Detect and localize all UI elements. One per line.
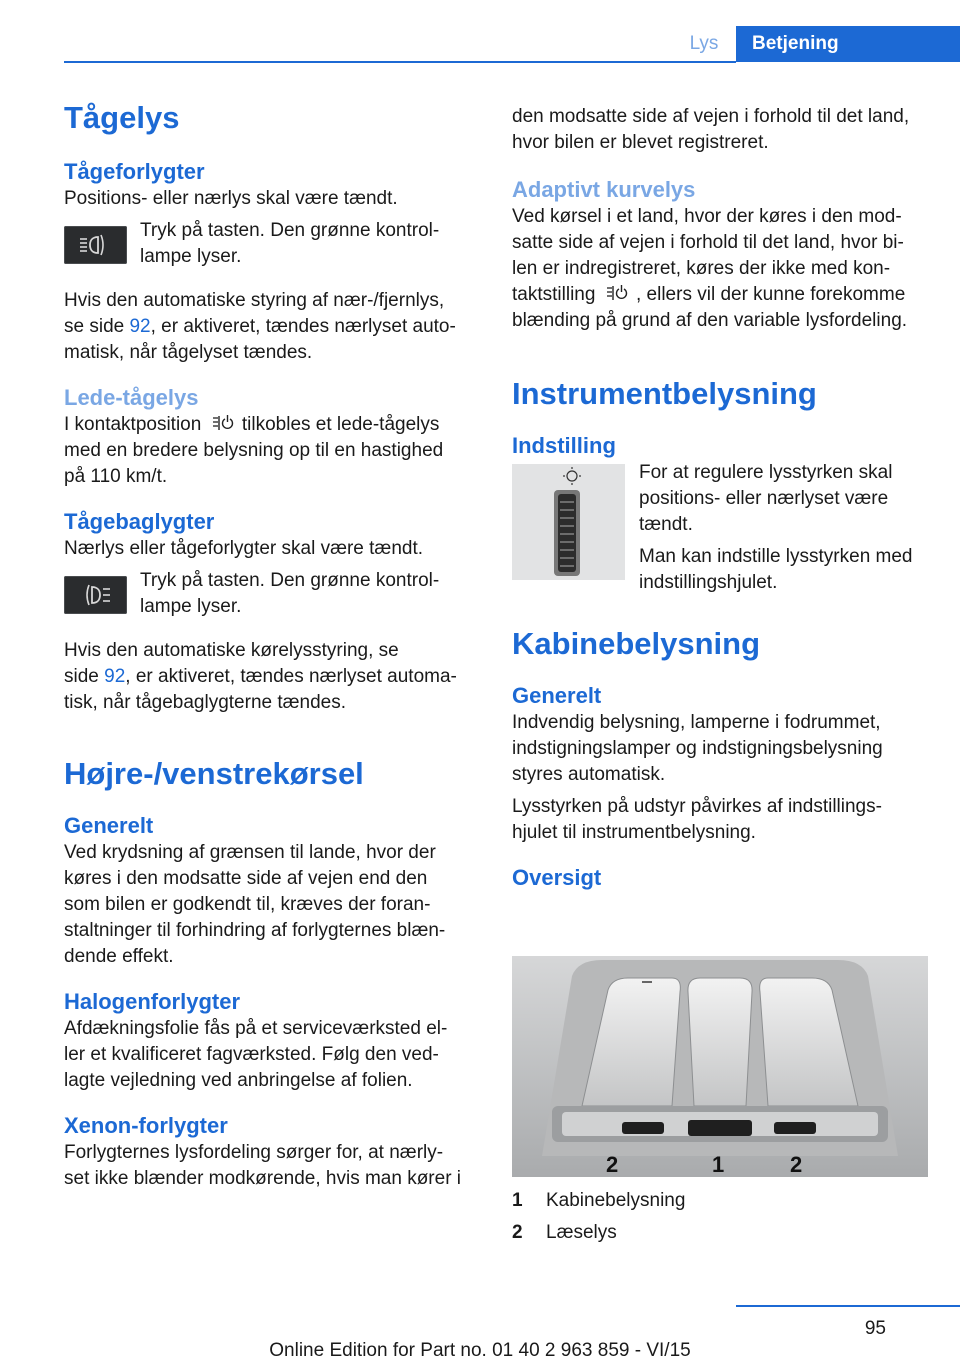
general-l2: køres i den modsatte side af vejen end den xyxy=(64,868,428,889)
xenon-l1: Forlygternes lysfordeling sørger for, at nærly- xyxy=(64,1142,444,1163)
instrument-block xyxy=(512,460,932,620)
callout-1: 1 xyxy=(712,1152,725,1177)
instrument-t3: tændt. xyxy=(639,514,693,535)
cabin-g2: indstigningslamper og indstigningsbelysning xyxy=(512,738,883,759)
page-link-92[interactable]: 92 xyxy=(129,316,151,337)
legend-num-1: 1 xyxy=(512,1190,523,1211)
legend-label-1: Kabinebelysning xyxy=(546,1190,686,1211)
fog-rear-btn-text-1: Tryk på tasten. Den grønne kontrol- xyxy=(140,570,440,591)
thumbwheel-image xyxy=(512,464,625,580)
section-title-lhd-rhd: Højre-/venstrekørsel xyxy=(64,756,364,791)
fog-rear-btn-text-2: lampe lyser. xyxy=(140,596,242,617)
fog-rear-auto-l1: Hvis den automatiske kørelysstyring, se xyxy=(64,640,399,661)
adaptive-l3: len er indregistreret, køres der ikke med kon- xyxy=(512,258,891,279)
halogen-l3: lagte vejledning ved anbringelse af folien. xyxy=(64,1070,413,1091)
ignition-position-icon xyxy=(601,283,631,303)
section-title-cabin: Kabinebelysning xyxy=(512,626,761,661)
figure-legend xyxy=(512,1190,932,1254)
figure-callouts xyxy=(512,1152,928,1177)
guide-l1: I kontaktposition tilkobles et lede-tågelys xyxy=(64,414,440,435)
xenon-cont-l2: hvor bilen er blevet registreret. xyxy=(512,132,769,153)
halogen-l1: Afdækningsfolie fås på et serviceværksted el- xyxy=(64,1018,448,1039)
instrument-t5: indstillingshjulet. xyxy=(639,572,778,593)
page-number: 95 xyxy=(864,1318,886,1339)
fog-rear-auto-l2: side 92, er aktiveret, tændes nærlyset automa- xyxy=(64,666,457,687)
page-link-92[interactable]: 92 xyxy=(104,666,126,687)
cabin-g1: Indvendig belysning, lamperne i fodrummet, xyxy=(512,712,881,733)
heading-xenon: Xenon-forlygter xyxy=(64,1113,228,1138)
fog-rear-button-row xyxy=(64,568,484,630)
cabin-g4: Lysstyrken på udstyr påvirkes af indstillings- xyxy=(512,796,882,817)
adaptive-l1: Ved kørsel i et land, hvor der køres i den mod- xyxy=(512,206,902,227)
fog-front-button-row xyxy=(64,218,484,280)
ignition-position-icon xyxy=(207,413,237,433)
fog-front-auto-l1: Hvis den automatiske styring af nær-/fjernlys, xyxy=(64,290,445,311)
section-title-fog: Tågelys xyxy=(64,100,180,135)
header-chapter-tab: Betjening xyxy=(736,26,960,62)
xenon-l2: set ikke blænder modkørende, hvis man kører i xyxy=(64,1168,462,1189)
fog-rear-auto-l3: tisk, når tågebaglygterne tændes. xyxy=(64,692,347,713)
fog-front-btn-text-1: Tryk på tasten. Den grønne kontrol- xyxy=(140,220,440,241)
heading-fog-rear: Tågebaglygter xyxy=(64,509,215,534)
footer-edition: Online Edition for Part no. 01 40 2 963 859 - VI/15 xyxy=(269,1340,691,1361)
header-rule xyxy=(64,61,736,63)
guide-l3: på 110 km/t. xyxy=(64,466,168,487)
text-fog-front-req: Positions- eller nærlys skal være tændt. xyxy=(64,188,398,209)
instrument-t1: For at regulere lysstyrken skal xyxy=(639,462,893,483)
fog-front-button-image xyxy=(64,226,127,264)
heading-cabin-general: Generelt xyxy=(512,683,602,708)
fog-front-auto-l3: matisk, når tågelyset tændes. xyxy=(64,342,313,363)
thumbwheel-icon xyxy=(512,464,625,580)
fog-front-btn-text-2: lampe lyser. xyxy=(140,246,242,267)
right-column xyxy=(512,104,932,892)
xenon-cont-l1: den modsatte side af vejen i forhold til det land, xyxy=(512,106,910,127)
instrument-t4: Man kan indstille lysstyrken med xyxy=(639,546,913,567)
fog-front-auto-l2: se side 92, er aktiveret, tændes nærlyset auto- xyxy=(64,316,456,337)
front-fog-light-icon xyxy=(64,226,127,264)
header-section-tab: Lys xyxy=(689,33,719,54)
adaptive-l4: taktstilling , ellers vil der kunne forekomme xyxy=(512,284,906,305)
general-l1: Ved krydsning af grænsen til lande, hvor der xyxy=(64,842,436,863)
left-column xyxy=(64,100,484,1192)
callout-2-left: 2 xyxy=(606,1152,619,1177)
section-title-instrument: Instrumentbelysning xyxy=(512,376,817,411)
heading-halogen: Halogenforlygter xyxy=(64,989,241,1014)
general-l3: som bilen er godkendt til, kræves der foran- xyxy=(64,894,431,915)
heading-overview: Oversigt xyxy=(512,865,602,890)
heading-general: Generelt xyxy=(64,813,154,838)
heading-guide-fog: Lede-tågelys xyxy=(64,385,199,410)
adaptive-l2: satte side af vejen i forhold til det land, hvor bi- xyxy=(512,232,904,253)
instrument-t2: positions- eller nærlyset være xyxy=(639,488,889,509)
guide-l2: med en bredere belysning op til en hastighed xyxy=(64,440,444,461)
legend-num-2: 2 xyxy=(512,1222,523,1243)
general-l5: dende effekt. xyxy=(64,946,174,967)
rear-fog-light-icon xyxy=(64,576,127,614)
general-l4: staltninger til forhindring af forlygternes blæn- xyxy=(64,920,446,941)
heading-fog-front: Tågeforlygter xyxy=(64,159,205,184)
adaptive-l5: blænding på grund af den variable lysfordeling. xyxy=(512,310,908,331)
text-fog-rear-req: Nærlys eller tågeforlygter skal være tændt. xyxy=(64,538,424,559)
heading-adjust: Indstilling xyxy=(512,433,616,458)
legend-label-2: Læselys xyxy=(546,1222,617,1243)
overhead-console-icon xyxy=(512,956,928,1177)
footer-rule xyxy=(736,1305,960,1307)
halogen-l2: ler et kvalificeret fagværksted. Følg den ved- xyxy=(64,1044,439,1065)
heading-adaptive: Adaptivt kurvelys xyxy=(512,177,696,202)
overhead-console-image xyxy=(512,956,928,1177)
cabin-g5: hjulet til instrumentbelysning. xyxy=(512,822,756,843)
fog-rear-button-image xyxy=(64,576,127,614)
callout-2-right: 2 xyxy=(790,1152,803,1177)
cabin-g3: styres automatisk. xyxy=(512,764,666,785)
